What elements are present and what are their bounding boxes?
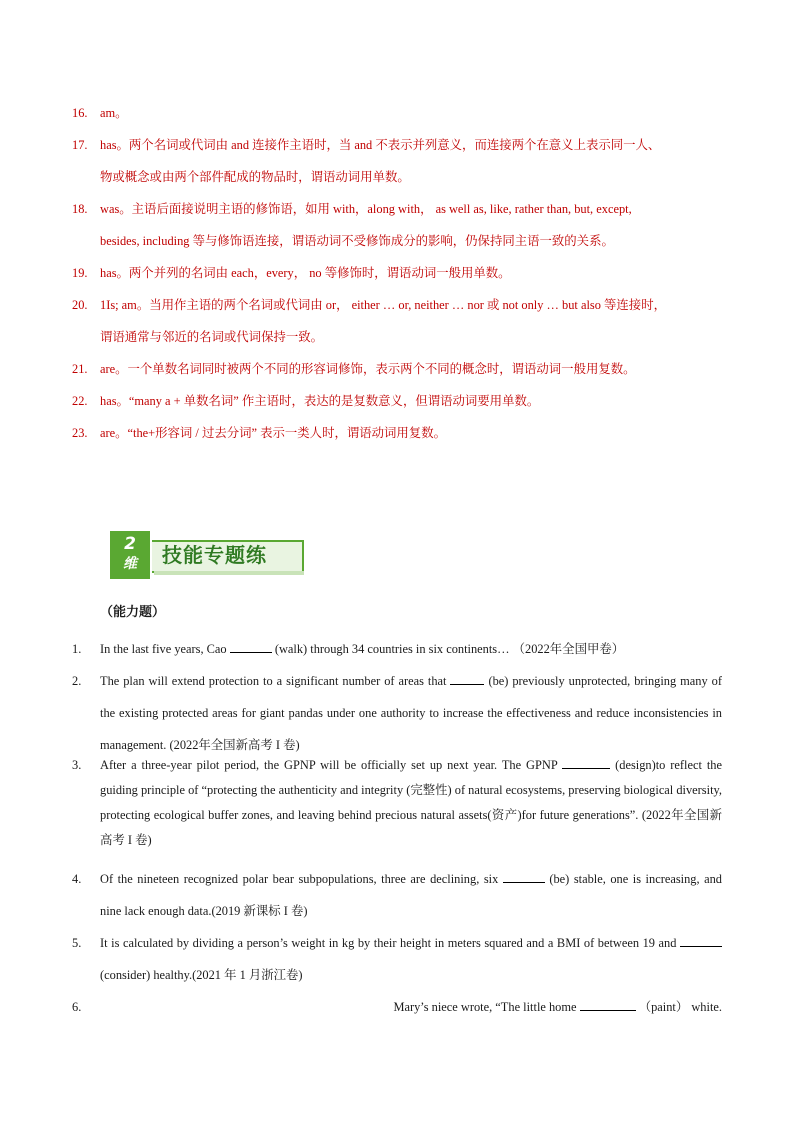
question-text-after: （paint） white. [635, 1000, 722, 1014]
question-item [72, 633, 722, 665]
question-text-before: Of the nineteen recognized polar bear subpopulations, three are declining, six [100, 872, 503, 886]
question-number: 5. [72, 936, 82, 950]
answer-text-line: 1Is; am。当用作主语的两个名词或代词由 or， either … or, neither … nor 或 not only … but also 等连接时， [100, 298, 666, 312]
question-text [100, 642, 624, 656]
question-text [100, 758, 722, 847]
section-badge [110, 531, 150, 579]
question-body [100, 927, 722, 991]
answer-text-line: are。“the+形容词 / 过去分词” 表示一类人时，谓语动词用复数。 [100, 426, 446, 440]
question-body [100, 753, 722, 853]
answer-text-line: are。一个单数名词同时被两个不同的形容词修饰，表示两个不同的概念时，谓语动词一般用复数。 [100, 362, 636, 376]
answer-blank[interactable] [450, 672, 484, 685]
answer-item [72, 417, 727, 449]
question-text-before: The plan will extend protection to a significant number of areas that [100, 674, 451, 688]
answer-text-line: 物或概念或由两个部件配成的物品时，谓语动词用单数。 [100, 170, 410, 184]
question-text [100, 936, 722, 982]
answer-text-line: was。主语后面接说明主语的修饰语，如用 with，along with， as well as, like, rather than, but, except, [100, 202, 632, 216]
banner-shadow [154, 571, 304, 575]
answer-text-line: 谓语通常与邻近的名词或代词保持一致。 [100, 330, 324, 344]
answer-item [72, 129, 727, 193]
answer-number: 20. [72, 298, 88, 312]
answer-item [72, 97, 727, 129]
question-text [100, 674, 722, 752]
question-text-after: (consider) healthy.(2021 年 1 月浙江卷) [100, 968, 303, 982]
answer-text-line: has。两个并列的名词由 each，every， no 等修饰时，谓语动词一般用单数。 [100, 266, 511, 280]
answer-blank[interactable] [503, 870, 545, 883]
question-text-before: After a three-year pilot period, the GPNP will be officially set up next year. The GPNP [100, 758, 563, 772]
question-number: 6. [72, 1000, 82, 1014]
question-number: 3. [72, 758, 82, 772]
answer-number: 16. [72, 106, 88, 120]
answer-item [72, 353, 727, 385]
question-body [100, 633, 722, 665]
question-number: 4. [72, 872, 82, 886]
answer-blank[interactable] [562, 756, 610, 769]
answer-blank[interactable] [680, 934, 722, 947]
answer-number: 22. [72, 394, 88, 408]
question-item [72, 863, 722, 927]
answer-text-line: has。“many a + 单数名词” 作主语时，表达的是复数意义，但谓语动词要用单数。 [100, 394, 540, 408]
answer-item [72, 289, 727, 353]
question-text-after: (walk) through 34 countries in six continents… （2022年全国甲卷） [271, 642, 625, 656]
answer-text-line: besides, including 等与修饰语连接，谓语动词不受修饰成分的影响，仍保持同主语一致的关系。 [100, 234, 614, 248]
badge-word: 维 [123, 556, 137, 572]
question-number: 2. [72, 674, 82, 688]
question-text-before: It is calculated by dividing a person’s weight in kg by their height in meters squared and a BMI of between 19 and [100, 936, 680, 950]
question-item [72, 927, 722, 991]
question-text-after: (be) previously unprotected, bringing many of the existing protected areas for giant pandas under one authority to increase the effectiveness and reduce inconsistencies in management. (2022年全国新高考 I 卷) [100, 674, 722, 752]
question-item [72, 991, 722, 1023]
question-text-before: Mary’s niece wrote, “The little home [393, 1000, 580, 1014]
section-banner [110, 531, 305, 579]
answer-number: 19. [72, 266, 88, 280]
section-title: 技能专题练 [162, 543, 267, 567]
answer-text-line: am。 [100, 106, 128, 120]
answer-item [72, 193, 727, 257]
answer-number: 21. [72, 362, 88, 376]
answer-item [72, 385, 727, 417]
question-number: 1. [72, 642, 82, 656]
question-text [100, 872, 722, 918]
question-text-before: In the last five years, Cao [100, 642, 230, 656]
question-text-after: (be) stable, one is increasing, and nine lack enough data.(2019 新课标 I 卷) [100, 872, 722, 918]
answer-text-line: has。两个名词或代词由 and 连接作主语时，当 and 不表示并列意义，而连接两个在意义上表示同一人、 [100, 138, 661, 152]
answer-item [72, 257, 727, 289]
question-body [100, 991, 722, 1023]
question-body [100, 665, 722, 761]
answer-number: 23. [72, 426, 88, 440]
answer-blank[interactable] [580, 998, 636, 1011]
question-item [72, 753, 722, 853]
section-sublabel: （能力题） [100, 604, 166, 619]
answer-number: 17. [72, 138, 88, 152]
question-text-after: (design)to reflect the guiding principle of “protecting the authenticity and integrity (完整性) of natural ecosystems, preserving biological diversity, protecting ecological buffer zones, and leaving behind precious natural assets(资产)for future generations”. (2022年全国新高考 I 卷) [100, 758, 723, 847]
answer-blank[interactable] [230, 640, 272, 653]
answer-number: 18. [72, 202, 88, 216]
question-text [393, 991, 722, 1023]
question-body [100, 863, 722, 927]
question-item [72, 665, 722, 761]
badge-number: 2 [124, 534, 136, 554]
